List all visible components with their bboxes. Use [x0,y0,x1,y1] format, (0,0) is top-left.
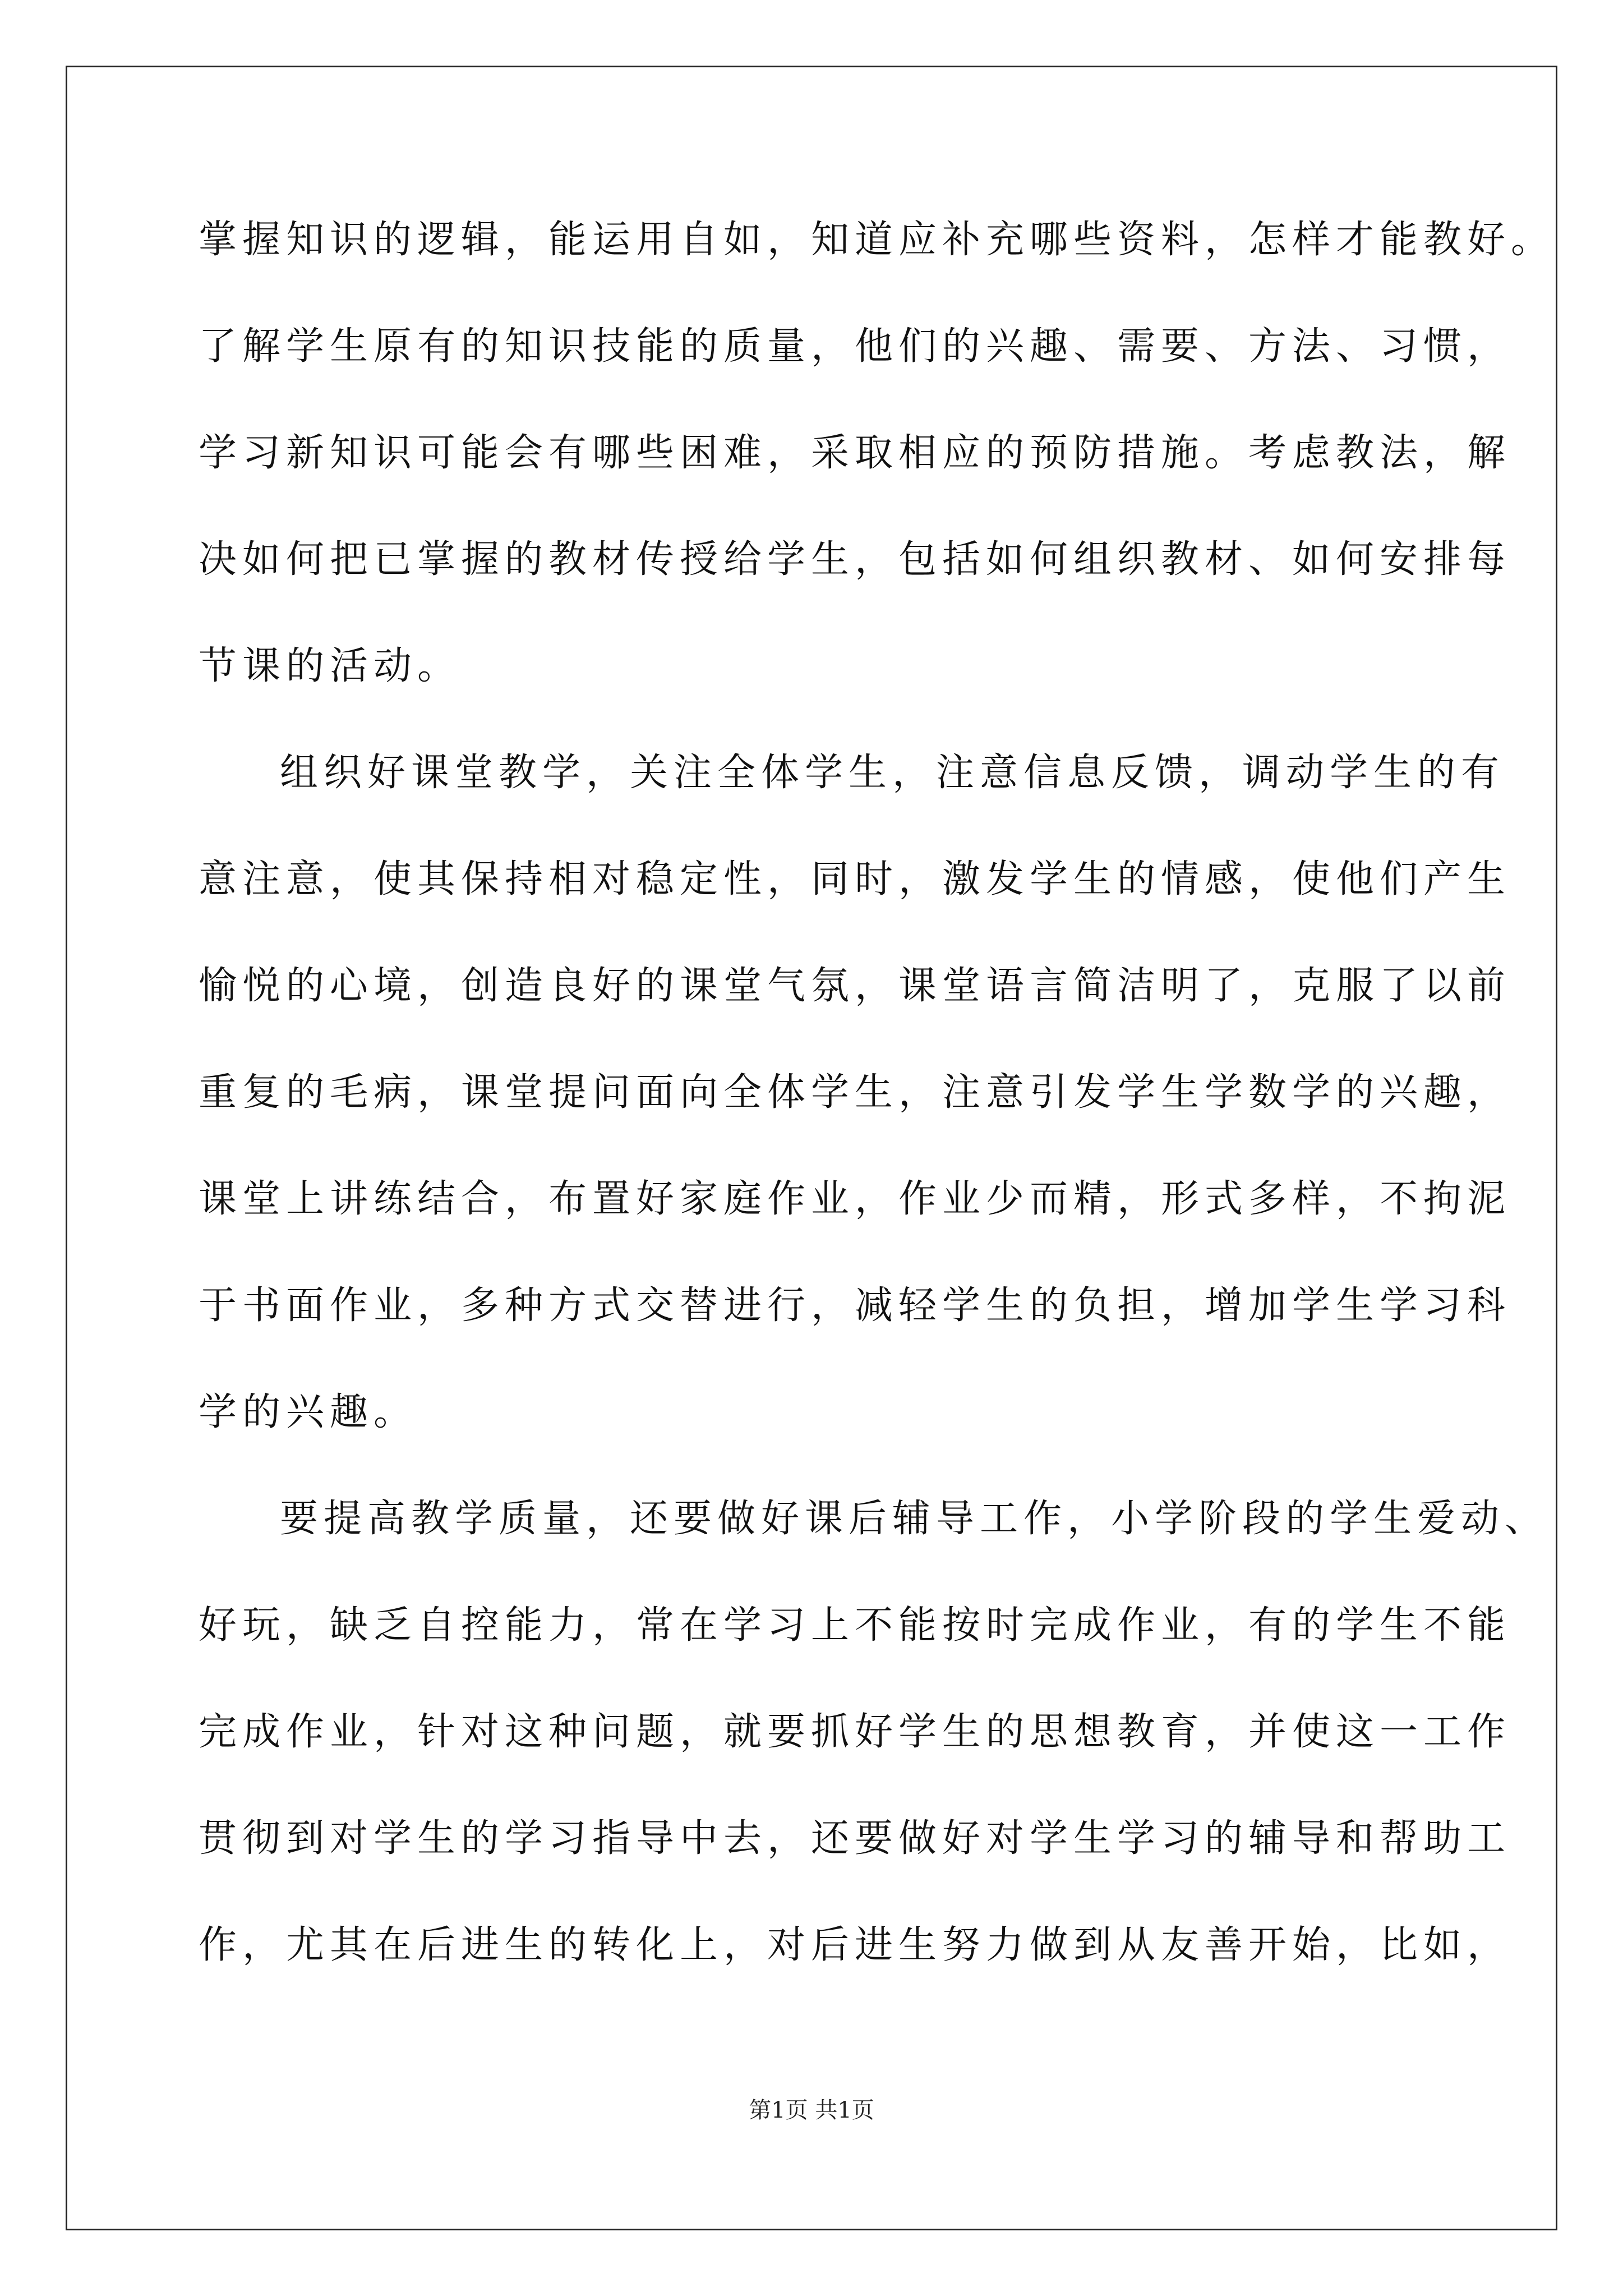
page-frame [66,66,1557,2230]
paragraph-line: 要提高教学质量，还要做好课后辅导工作，小学阶段的学生爱动、 [280,1497,1549,1541]
paragraph-line: 重复的毛病，课堂提问面向全体学生，注意引发学生学数学的兴趣， [199,1070,1511,1115]
paragraph-line: 于书面作业，多种方式交替进行，减轻学生的负担，增加学生学习科 [199,1283,1511,1328]
paragraph-line: 完成作业，针对这种问题，就要抓好学生的思想教育，并使这一工作 [199,1710,1511,1754]
paragraph-line: 课堂上讲练结合，布置好家庭作业，作业少而精，形式多样，不拘泥 [199,1177,1511,1221]
paragraph-line: 好玩，缺乏自控能力，常在学习上不能按时完成作业，有的学生不能 [199,1603,1511,1648]
paragraph-line: 决如何把已掌握的教材传授给学生，包括如何组织教材、如何安排每 [199,537,1511,582]
paragraph-line: 学习新知识可能会有哪些困难，采取相应的预防措施。考虑教法，解 [199,431,1511,475]
paragraph-line: 贯彻到对学生的学习指导中去，还要做好对学生学习的辅导和帮助工 [199,1816,1511,1861]
paragraph-line: 学的兴趣。 [199,1390,418,1434]
paragraph-line: 了解学生原有的知识技能的质量，他们的兴趣、需要、方法、习惯， [199,324,1511,369]
paragraph-line: 意注意，使其保持相对稳定性，同时，激发学生的情感，使他们产生 [199,857,1511,901]
paragraph-line: 掌握知识的逻辑，能运用自如，知道应补充哪些资料，怎样才能教好。 [199,218,1555,262]
paragraph-line: 作，尤其在后进生的转化上，对后进生努力做到从友善开始，比如， [199,1923,1511,1967]
paragraph-line: 组织好课堂教学，关注全体学生，注意信息反馈，调动学生的有 [280,751,1505,795]
page-footer: 第1页 共1页 [749,2097,874,2123]
paragraph-line: 愉悦的心境，创造良好的课堂气氛，课堂语言简洁明了，克服了以前 [199,964,1511,1008]
paragraph-line: 节课的活动。 [199,644,462,688]
